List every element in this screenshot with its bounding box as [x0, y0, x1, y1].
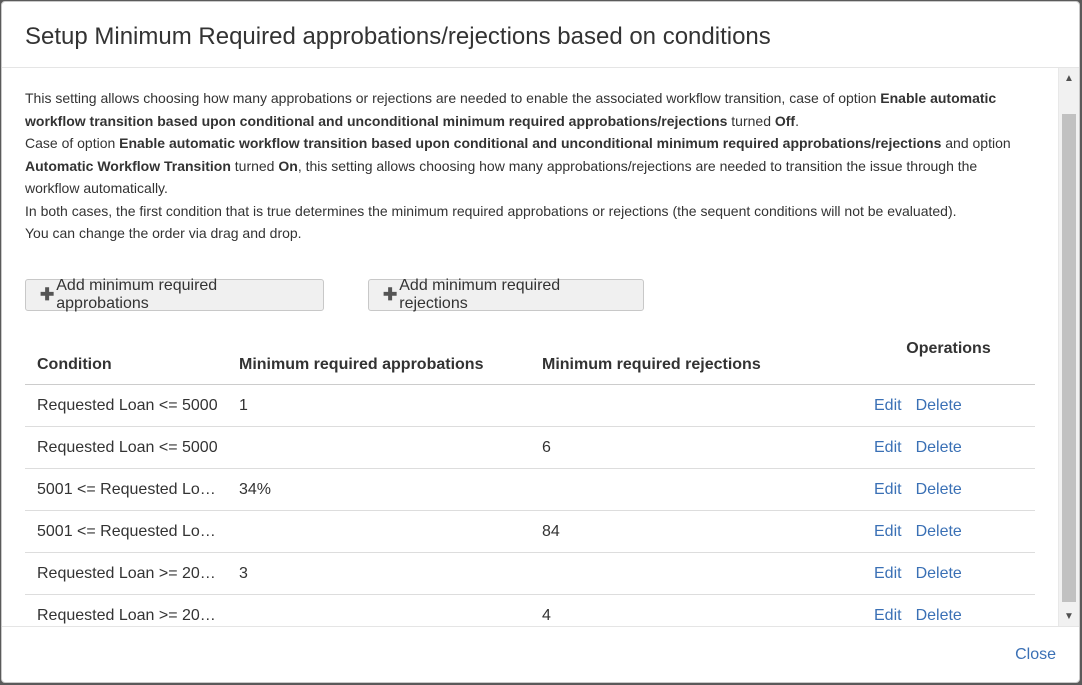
header-approbations: Minimum required approbations: [227, 332, 530, 385]
edit-link[interactable]: Edit: [874, 396, 902, 414]
header-condition: Condition: [25, 332, 227, 385]
cell-approbations: [227, 385, 530, 427]
cell-condition: [25, 385, 227, 427]
table-row[interactable]: [25, 595, 1035, 627]
delete-link[interactable]: Delete: [915, 564, 962, 582]
cell-condition: [25, 469, 227, 511]
table-row[interactable]: [25, 427, 1035, 469]
description-paragraph-2: Case of option Enable automatic workflow transition based upon conditional and unconditional minimum required approbations/rejections and option Automatic Workflow Transition turned On, this setting allows choosing how many approbations/rejections are needed to transition the issue through the workflow automatically.: [25, 135, 1011, 196]
cell-approbations: [227, 511, 530, 553]
table-row[interactable]: [25, 511, 1035, 553]
cell-rejections: [530, 385, 862, 427]
cell-rejections: [530, 469, 862, 511]
delete-link[interactable]: Delete: [915, 396, 962, 414]
delete-link[interactable]: Delete: [915, 522, 962, 540]
cell-condition-text: Requested Loan <= 5000: [37, 396, 218, 414]
edit-link[interactable]: Edit: [874, 438, 902, 456]
header-rejections: Minimum required rejections: [530, 332, 862, 385]
cell-approbations-text: 1: [239, 396, 248, 414]
cell-approbations: [227, 427, 530, 469]
edit-link[interactable]: Edit: [874, 564, 902, 582]
cell-approbations-text: 3: [239, 564, 248, 582]
add-rejections-button[interactable]: [368, 279, 644, 311]
conditions-table: [25, 332, 1035, 626]
cell-operations: [862, 469, 1035, 511]
dialog-body[interactable]: [2, 68, 1058, 626]
description-paragraph-3: In both cases, the first condition that is true determines the minimum required approbations or rejections (the sequent conditions will not be evaluated).: [25, 202, 957, 219]
table-row[interactable]: [25, 469, 1035, 511]
cell-condition: [25, 427, 227, 469]
cell-rejections: [530, 511, 862, 553]
cell-condition-text: Requested Loan >= 20…: [37, 564, 216, 582]
cell-condition-text: 5001 <= Requested Lo…: [37, 522, 216, 540]
cell-operations: [862, 553, 1035, 595]
plus-icon: ✚: [40, 285, 55, 304]
cell-condition-text: 5001 <= Requested Lo…: [37, 480, 216, 498]
dialog-title: Setup Minimum Required approbations/rejections based on conditions: [25, 23, 771, 50]
cell-operations: [862, 427, 1035, 469]
description: [25, 87, 1035, 245]
edit-link[interactable]: Edit: [874, 480, 902, 498]
table-row[interactable]: [25, 553, 1035, 595]
add-rejections-label: Add minimum required rejections: [399, 277, 561, 312]
cell-operations: [862, 511, 1035, 553]
dialog-footer: [2, 626, 1079, 683]
table-header-row: [25, 332, 1035, 385]
table-row[interactable]: [25, 385, 1035, 427]
cell-rejections: [530, 553, 862, 595]
vertical-scrollbar[interactable]: [1058, 68, 1079, 626]
cell-approbations: [227, 595, 530, 627]
cell-condition-text: Requested Loan >= 20…: [37, 606, 216, 624]
header-operations: Operations: [862, 332, 1035, 385]
cell-condition: [25, 595, 227, 627]
scroll-down-arrow-icon[interactable]: ▼: [1064, 610, 1074, 622]
close-link[interactable]: Close: [1015, 646, 1056, 663]
cell-operations: [862, 595, 1035, 627]
scrollbar-thumb[interactable]: [1062, 114, 1076, 602]
cell-approbations: [227, 469, 530, 511]
description-paragraph-4: You can change the order via drag and drop.: [25, 225, 302, 241]
description-paragraph-1: This setting allows choosing how many approbations or rejections are needed to enable the associated workflow transition, case of option Enable automatic workflow transition based upon conditional and unconditional minimum required approbations/rejections turned Off.: [25, 90, 997, 129]
add-approbations-label: Add minimum required approbations: [56, 277, 218, 312]
plus-icon: ✚: [383, 285, 398, 304]
cell-condition: [25, 511, 227, 553]
cell-approbations-text: 34%: [239, 480, 272, 498]
cell-operations: [862, 385, 1035, 427]
cell-approbations: [227, 553, 530, 595]
cell-rejections-text: 6: [542, 438, 551, 456]
delete-link[interactable]: Delete: [915, 438, 962, 456]
cell-rejections: [530, 595, 862, 627]
cell-rejections: [530, 427, 862, 469]
add-approbations-button[interactable]: [25, 279, 324, 311]
cell-condition-text: Requested Loan <= 5000: [37, 438, 218, 456]
edit-link[interactable]: Edit: [874, 606, 902, 624]
scroll-up-arrow-icon[interactable]: ▲: [1064, 72, 1074, 84]
cell-rejections-text: 4: [542, 606, 551, 624]
delete-link[interactable]: Delete: [915, 606, 962, 624]
min-required-dialog: [1, 1, 1080, 683]
cell-condition: [25, 553, 227, 595]
cell-rejections-text: 84: [542, 522, 560, 540]
dialog-header: [2, 2, 1079, 68]
delete-link[interactable]: Delete: [915, 480, 962, 498]
edit-link[interactable]: Edit: [874, 522, 902, 540]
